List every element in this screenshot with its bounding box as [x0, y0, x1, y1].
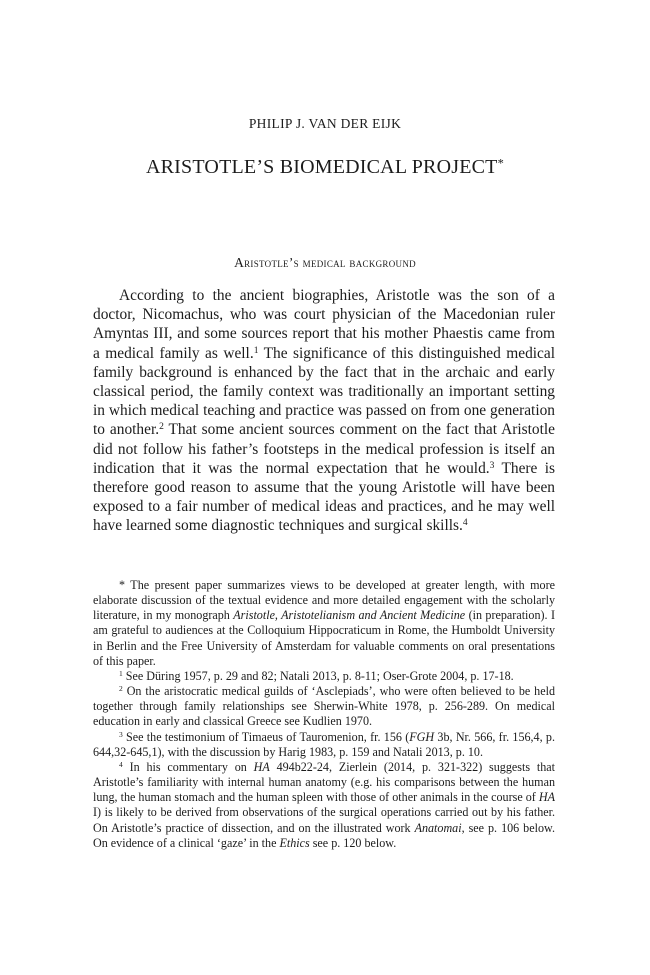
footnote-3-text-b: 3b, Nr. 566, fr. 156,4, p. 644,32-645,1), with the discussion by Harig 1983, p. 159 and Natali 2013, p. 10. — [93, 729, 555, 759]
footnote-4-mark: 4 — [119, 759, 123, 769]
footnote-ref-2[interactable]: 2 — [159, 421, 164, 433]
body-sentence-4: There is therefore good reason to assume that the young Aristotle will have been exposed to a fair number of medical ideas and practices, and he may well have learned some diagnostic techniques and surgical skills. — [93, 459, 555, 535]
footnotes — [93, 578, 555, 851]
footnote-star-mark: * — [119, 578, 126, 592]
footnote-3-mark: 3 — [119, 729, 123, 739]
body-sentence-2: The significance of this distinguished medical family background is enhanced by the fact that in the archaic and early classical period, the family context was traditionally an important setting in which medical teaching and practice was passed on from one generation to another. — [93, 344, 555, 439]
body-paragraph — [93, 286, 555, 536]
footnote-4-text-a: In his commentary on — [122, 759, 254, 774]
footnote-2-mark: 2 — [119, 683, 123, 693]
footnote-4-italic-3: Anatomai — [414, 820, 462, 835]
footnote-2 — [93, 684, 555, 729]
footnote-2-text: On the aristocratic medical guilds of ‘Asclepiads’, who were often believed to be held together through family relationships see Sherwin-White 1978, p. 256-289. On medical education in early and classical Greece see Kudlien 1970. — [93, 684, 555, 729]
footnote-4-italic-1: HA — [253, 759, 270, 774]
footnote-4-text-e: see p. 120 below. — [309, 835, 397, 850]
section-heading: Aristotle’s medical background — [234, 255, 416, 270]
footnote-star-book-title: Aristotle, Aristotelianism and Ancient Medicine — [233, 608, 466, 623]
footnote-3 — [93, 730, 555, 760]
author-name: PHILIP J. VAN DER EIJK — [248, 116, 402, 131]
footnote-1 — [93, 669, 555, 684]
body-sentence-3: That some ancient sources comment on the fact that Aristotle did not follow his father’s footsteps in the medical profession is itself an indication that it was the normal expectation that he would. — [93, 421, 555, 477]
footnote-1-text: See Düring 1957, p. 29 and 82; Natali 2013, p. 8-11; Oser-Grote 2004, p. 17-18. — [122, 668, 514, 683]
footnote-star-text-a: The present paper summarizes views to be developed at greater length, with more elaborate discussion of the textual evidence and more detailed engagement with the scholarly literature, in my monograph — [93, 578, 555, 623]
footnote-4-text-d: , see p. 106 below. On evidence of a clinical ‘gaze’ in the — [93, 820, 555, 850]
body-sentence-1: According to the ancient biographies, Aristotle was the son of a doctor, Nicomachus, who was court physician of the Macedonian ruler Amyntas III, and some sources report that his mother Phaestis came from a medical family as well. — [93, 287, 555, 362]
title-text: ARISTOTLE’S BIOMEDICAL PROJECT — [146, 156, 498, 178]
footnote-ref-3[interactable]: 3 — [489, 459, 495, 471]
footnote-3-italic: FGH — [409, 729, 435, 744]
title-footnote-mark[interactable]: * — [497, 156, 504, 171]
footnote-3-text-a: See the testimonium of Timaeus of Tauromenion, fr. 156 ( — [122, 729, 410, 744]
footnote-4-text-c: I) is likely to be derived from observations of the surgical operations carried out by his father. On Aristotle’s practice of dissection, and on the illustrated work — [93, 805, 555, 835]
footnote-4-text-b: 494b22-24, Zierlein (2014, p. 321-322) suggests that Aristotle’s familiarity with internal human anatomy (e.g. his comparisons between the human lung, the human stomach and the human spleen with those of other animals in the course of — [93, 759, 556, 805]
footnote-4 — [93, 760, 555, 851]
footnote-4-italic-4: Ethics — [279, 835, 310, 850]
chapter-title — [0, 156, 650, 179]
footnote-4-italic-2: HA — [538, 790, 555, 805]
footnote-1-mark: 1 — [119, 668, 123, 678]
footnote-star — [93, 578, 555, 669]
footnote-ref-1[interactable]: 1 — [253, 344, 259, 356]
footnote-ref-4[interactable]: 4 — [462, 517, 468, 529]
footnote-star-text-b: (in preparation). I am grateful to audiences at the Colloquium Hippocraticum in Rome, the Humboldt University in Berlin and the Free University of Amsterdam for valuable comments on oral presentations of this paper. — [93, 608, 555, 668]
